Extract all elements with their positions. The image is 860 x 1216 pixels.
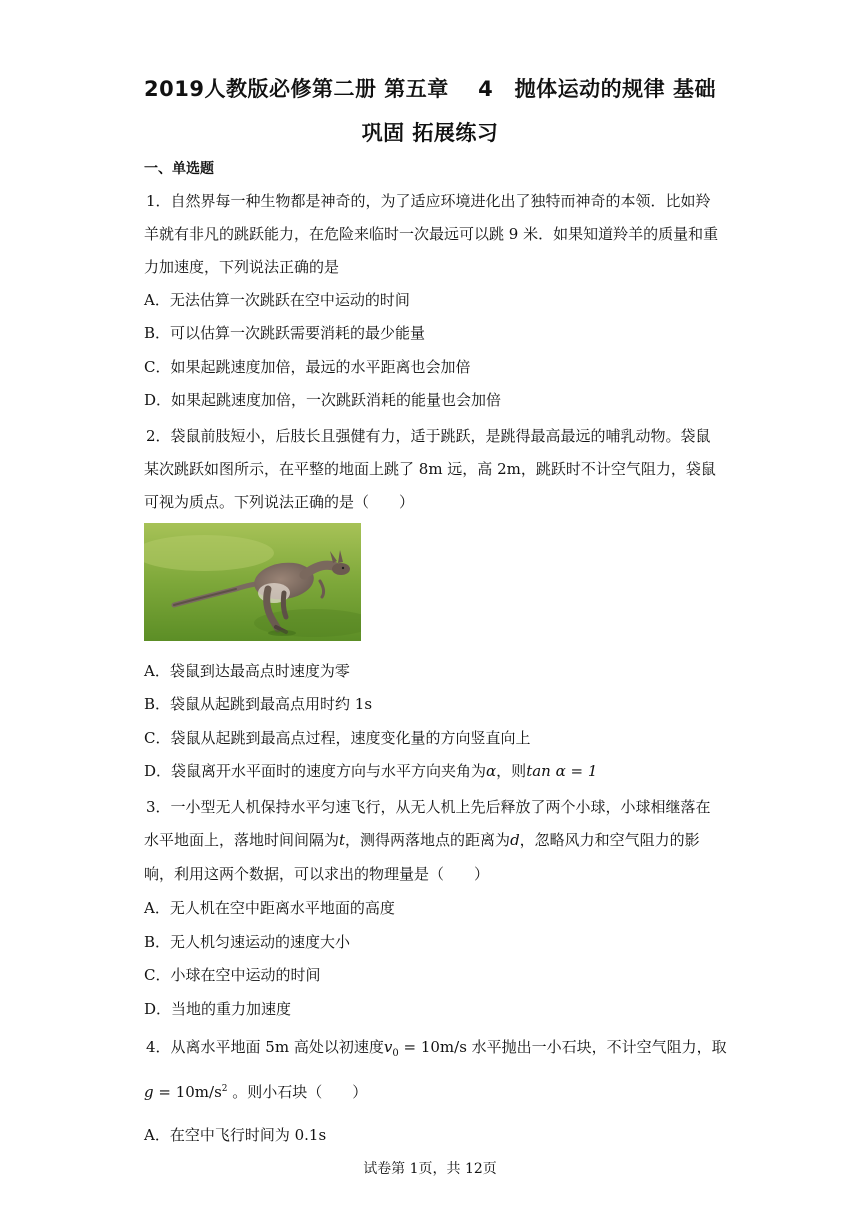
q3-option-d: D．当地的重力加速度	[144, 1000, 292, 1018]
q3-option-c: C．小球在空中运动的时间	[144, 966, 321, 984]
q1-option-b: B．可以估算一次跳跃需要消耗的最少能量	[144, 324, 426, 342]
q1-stem-line3: 力加速度，下列说法正确的是	[144, 258, 340, 276]
q2-stem-line1: 2．袋鼠前肢短小，后肢长且强健有力，适于跳跃，是跳得最高最远的哺乳动物。袋鼠	[146, 427, 711, 445]
q4-option-a: A．在空中飞行时间为 0.1s	[144, 1126, 327, 1144]
q2-option-c: C．袋鼠从起跳到最高点过程，速度变化量的方向竖直向上	[144, 729, 531, 747]
q2-option-b: B．袋鼠从起跳到最高点用时约 1s	[144, 695, 373, 713]
kangaroo-photo	[144, 523, 361, 641]
q2-stem-line3: 可视为质点。下列说法正确的是（ ）	[144, 493, 415, 511]
alpha-symbol: α	[486, 762, 497, 780]
var-d: d	[510, 831, 520, 849]
var-v: v	[383, 1038, 393, 1056]
q3-option-a: A．无人机在空中距离水平地面的高度	[144, 899, 395, 917]
q3-stem-line1: 3．一小型无人机保持水平匀速飞行，从无人机上先后释放了两个小球，小球相继落在	[146, 798, 711, 816]
q3-option-b: B．无人机匀速运动的速度大小	[144, 933, 351, 951]
q2-option-d-text: D．袋鼠离开水平面时的速度方向与水平方向夹角为	[144, 762, 487, 780]
q2-option-a: A．袋鼠到达最高点时速度为零	[144, 662, 350, 680]
q3-stem-line2	[144, 829, 700, 850]
q2-option-d	[144, 760, 597, 781]
q1-option-d: D．如果起跳速度加倍，一次跳跃消耗的能量也会加倍	[144, 391, 502, 409]
q4-stem-line1	[146, 1036, 727, 1059]
q4-stem-line2	[144, 1081, 367, 1102]
q3-line2-post: ，忽略风力和空气阻力的影	[519, 831, 700, 849]
q1-option-a: A．无法估算一次跳跃在空中运动的时间	[144, 291, 410, 309]
q3-line2-mid: ，测得两落地点的距离为	[345, 831, 511, 849]
q2-option-d-connector: ，则	[496, 762, 527, 780]
q4-v-value: = 10m/s	[398, 1038, 467, 1056]
var-t: t	[339, 831, 346, 849]
page-footer: 试卷第 1页，共 12页	[363, 1161, 497, 1177]
q3-stem-line3: 响，利用这两个数据，可以求出的物理量是（ ）	[144, 865, 490, 883]
q1-stem-line2: 羊就有非凡的跳跃能力，在危险来临时一次最远可以跳 9 米．如果知道羚羊的质量和重	[144, 225, 719, 243]
g-superscript: 2	[221, 1084, 228, 1094]
var-g: g	[144, 1083, 154, 1101]
section-heading: 一、单选题	[144, 161, 214, 177]
page-title-line2: 巩固 拓展练习	[361, 121, 499, 145]
page-title-line1: 2019人教版必修第二册 第五章 4 抛体运动的规律 基础	[144, 77, 716, 101]
q4-g-value: = 10m/s	[153, 1083, 222, 1101]
q4-line1-post: 水平抛出一小石块，不计空气阻力，取	[466, 1038, 727, 1056]
q1-stem-line1: 1．自然界每一种生物都是神奇的，为了适应环境进化出了独特而神奇的本领．比如羚	[146, 192, 711, 210]
tan-formula: tan α = 1	[526, 762, 598, 780]
v-subscript: 0	[392, 1048, 399, 1059]
q2-stem-line2: 某次跳跃如图所示，在平整的地面上跳了 8m 远，高 2m，跳跃时不计空气阻力，袋鼠	[144, 460, 716, 478]
q4-line2-post: 。则小石块（ ）	[227, 1083, 368, 1101]
q4-line1-pre: 4．从离水平地面 5m 高处以初速度	[146, 1038, 384, 1056]
q1-option-c: C．如果起跳速度加倍，最远的水平距离也会加倍	[144, 358, 471, 376]
q3-line2-pre: 水平地面上，落地时间间隔为	[144, 831, 340, 849]
